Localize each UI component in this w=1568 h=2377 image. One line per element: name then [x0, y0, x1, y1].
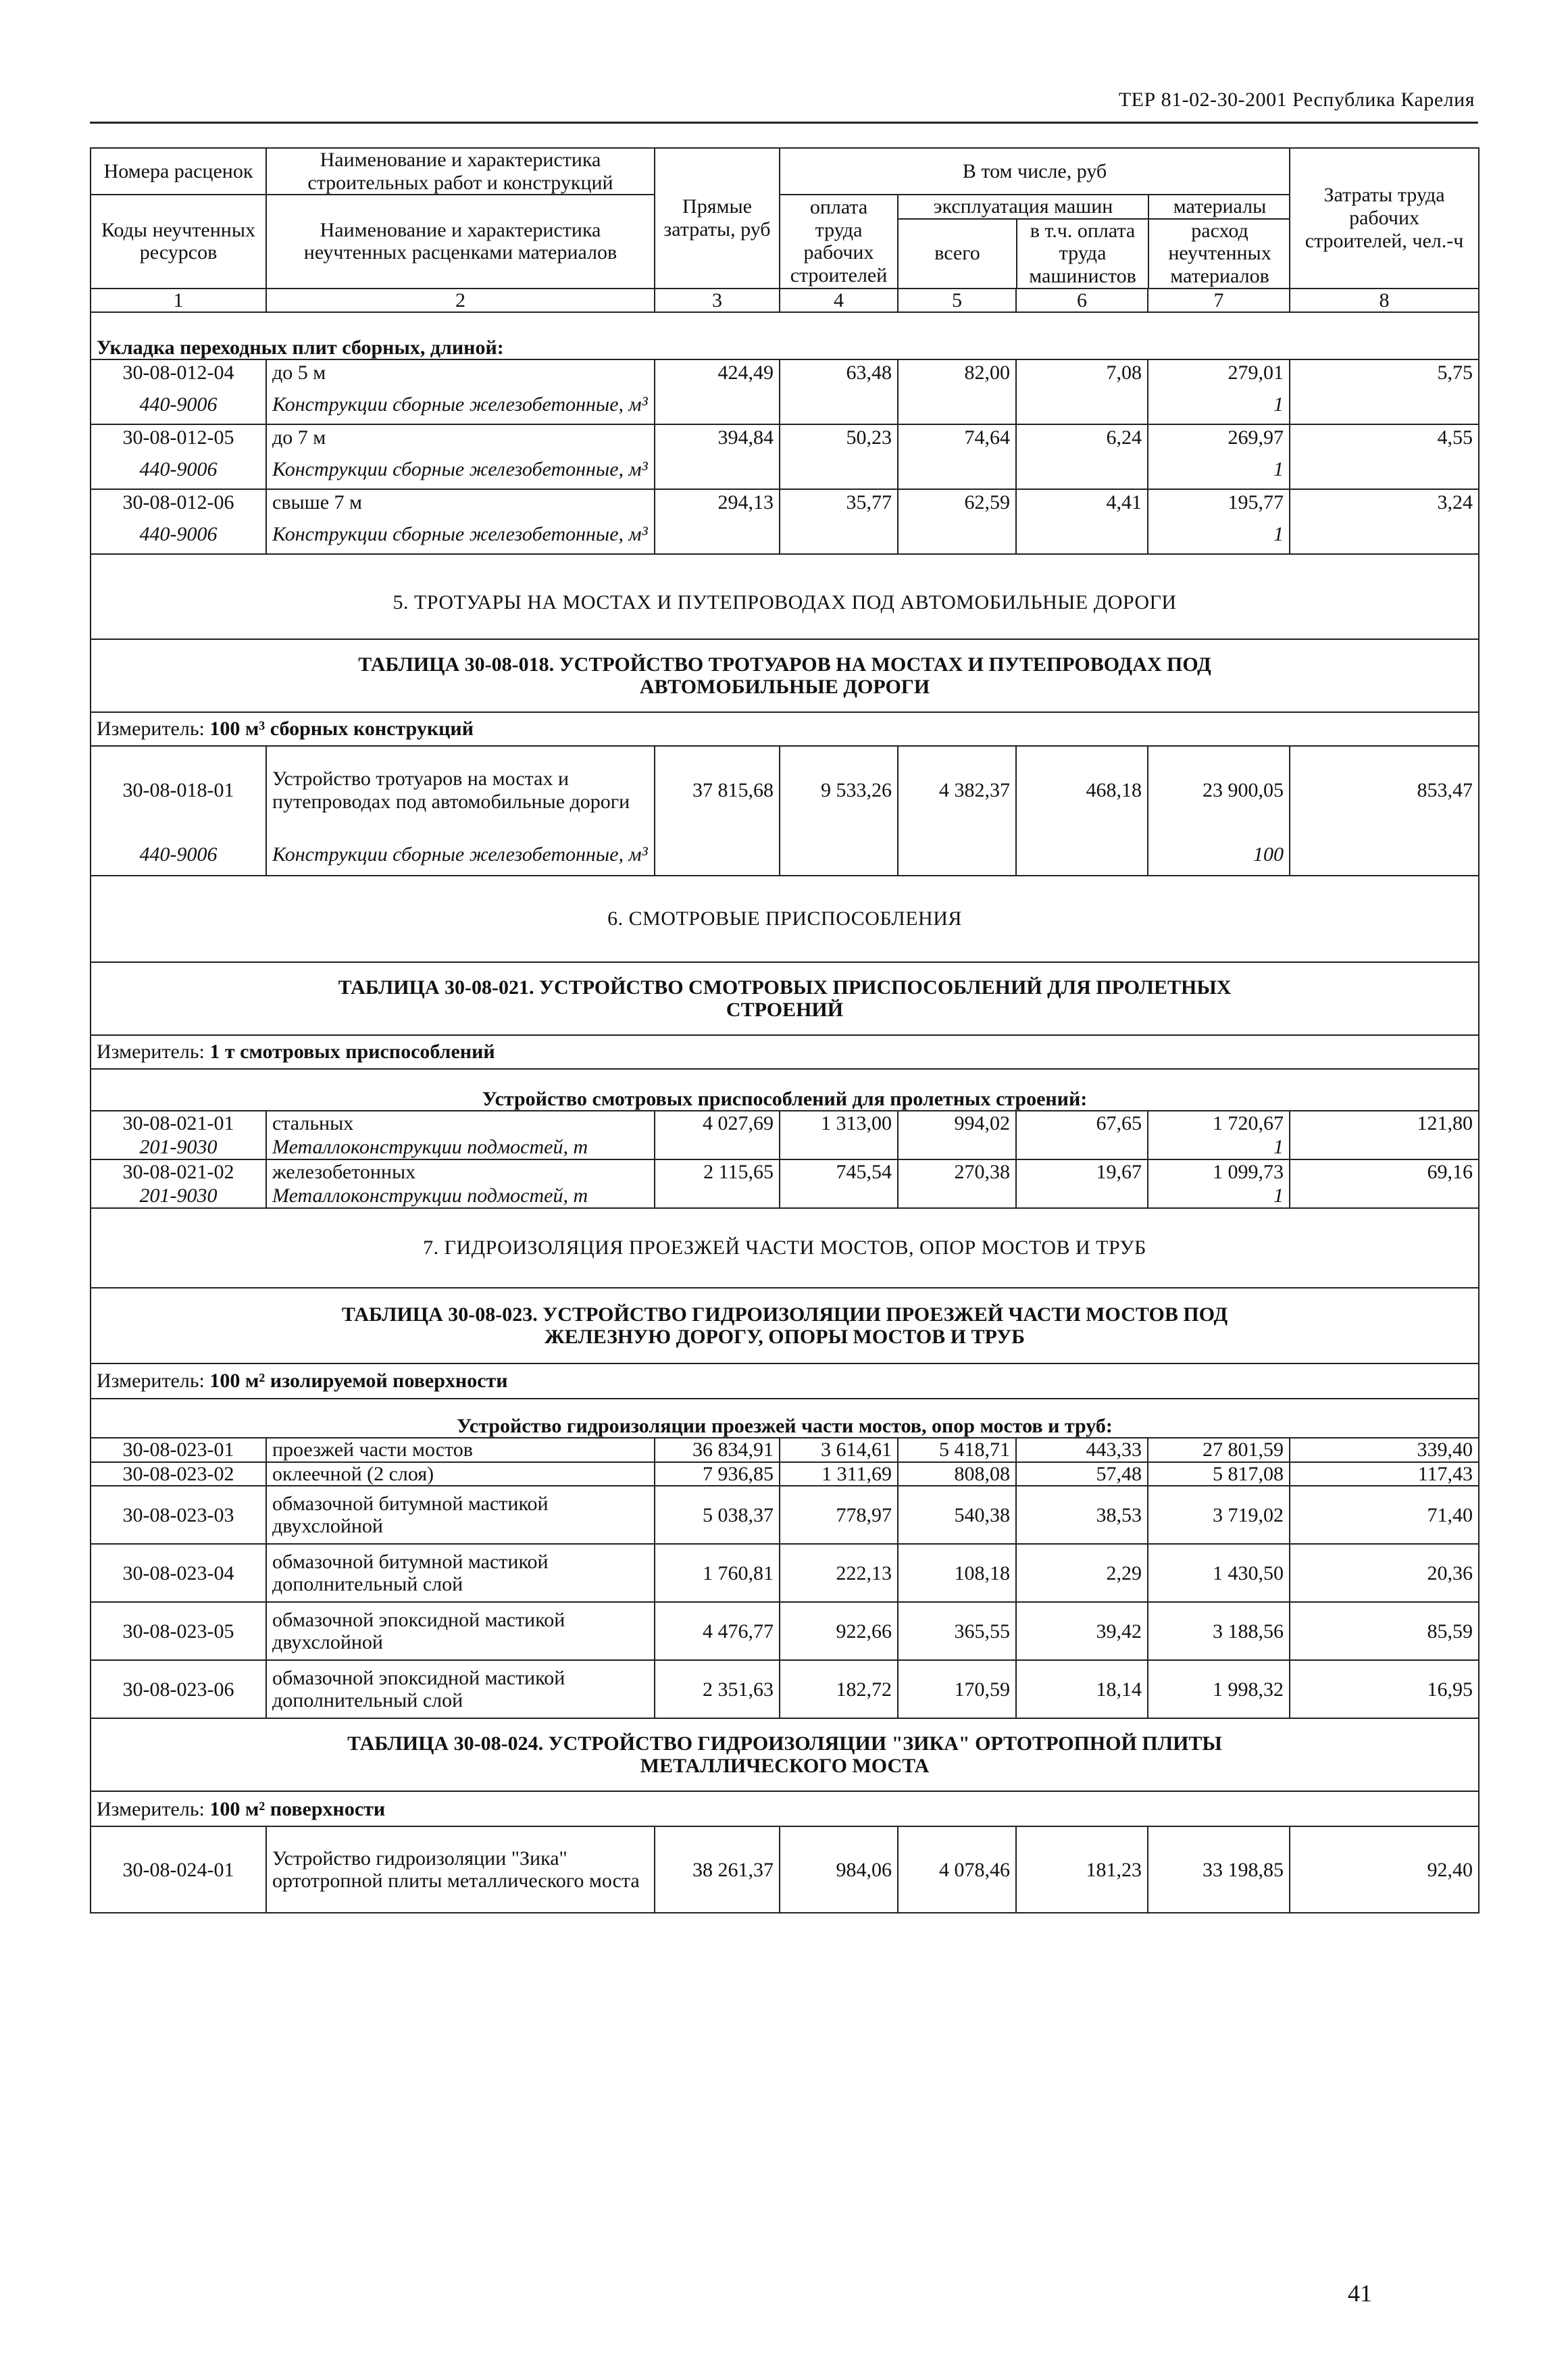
- group-title: Укладка переходных плит сборных, длиной:: [91, 312, 1479, 359]
- machines-wages: 39,42: [1016, 1602, 1148, 1660]
- materials: 1 720,67: [1148, 1111, 1290, 1135]
- wages: 745,54: [780, 1159, 898, 1184]
- wages: 1 313,00: [780, 1111, 898, 1135]
- machines-total: 808,08: [898, 1462, 1016, 1486]
- machines-wages: 468,18: [1016, 746, 1148, 834]
- direct-cost: 36 834,91: [655, 1438, 780, 1462]
- rate-code: 30-08-021-01: [91, 1111, 266, 1135]
- machines-total: 270,38: [898, 1159, 1016, 1184]
- machines-wages: 57,48: [1016, 1462, 1148, 1486]
- materials: 1 430,50: [1148, 1544, 1290, 1602]
- rate-code: 30-08-012-06: [91, 489, 266, 515]
- col-mach-total-header: всего: [899, 219, 1017, 288]
- wages: 222,13: [780, 1544, 898, 1602]
- wages: 63,48: [780, 359, 898, 385]
- col-num: 5: [898, 289, 1016, 313]
- labor: 121,80: [1290, 1111, 1479, 1135]
- direct-cost: 1 760,81: [655, 1544, 780, 1602]
- machines-wages: 6,24: [1016, 424, 1148, 450]
- rate-name: обмазочной эпоксидной мастикой дополнительный слой: [266, 1660, 655, 1718]
- table-title-line: ЖЕЛЕЗНУЮ ДОРОГУ, ОПОРЫ МОСТОВ И ТРУБ: [545, 1326, 1025, 1349]
- machines-total: 62,59: [898, 489, 1016, 515]
- col-num: 4: [780, 289, 898, 313]
- resource-qty: 1: [1148, 385, 1290, 424]
- direct-cost: 5 038,37: [655, 1486, 780, 1544]
- machines-total: 365,55: [898, 1602, 1016, 1660]
- resource-name: Конструкции сборные железобетонные, м³: [266, 385, 655, 424]
- col-direct-header: Прямые затраты, руб: [655, 148, 780, 289]
- machines-total: 74,64: [898, 424, 1016, 450]
- machines-total: 4 382,37: [898, 746, 1016, 834]
- resource-code: 440-9006: [91, 834, 266, 876]
- materials: 279,01: [1148, 359, 1290, 385]
- labor: 339,40: [1290, 1438, 1479, 1462]
- direct-cost: 394,84: [655, 424, 780, 450]
- machines-total: 994,02: [898, 1111, 1016, 1135]
- table-title-line: ТАБЛИЦА 30-08-024. УСТРОЙСТВО ГИДРОИЗОЛЯЦИИ "ЗИКА" ОРТОТРОПНОЙ ПЛИТЫ: [347, 1732, 1222, 1755]
- wages: 778,97: [780, 1486, 898, 1544]
- table-title-line: ТАБЛИЦА 30-08-018. УСТРОЙСТВО ТРОТУАРОВ НА МОСТАХ И ПУТЕПРОВОДАХ ПОД: [358, 653, 1211, 676]
- machines-total: 5 418,71: [898, 1438, 1016, 1462]
- direct-cost: 38 261,37: [655, 1826, 780, 1913]
- col-num: 3: [655, 289, 780, 313]
- measure-label: Измеритель:: [97, 1797, 205, 1820]
- resource-code: 201-9030: [91, 1135, 266, 1159]
- table-title-line: АВТОМОБИЛЬНЫЕ ДОРОГИ: [639, 676, 930, 699]
- measure-line: [91, 712, 1479, 746]
- labor: 3,24: [1290, 489, 1479, 515]
- rate-name: до 7 м: [266, 424, 655, 450]
- col-num: 8: [1290, 289, 1479, 313]
- rate-code: 30-08-024-01: [91, 1826, 266, 1913]
- col-num: 1: [91, 289, 266, 313]
- page-number: 41: [1348, 2280, 1372, 2307]
- group-title: Устройство смотровых приспособлений для пролетных строений:: [91, 1069, 1479, 1111]
- labor: 4,55: [1290, 424, 1479, 450]
- table-title: [91, 1288, 1479, 1363]
- resource-code: 440-9006: [91, 515, 266, 554]
- resource-name: Металлоконструкции подмостей, т: [266, 1135, 655, 1159]
- machines-wages: 4,41: [1016, 489, 1148, 515]
- rate-code: 30-08-012-05: [91, 424, 266, 450]
- resource-name: Конструкции сборные железобетонные, м³: [266, 515, 655, 554]
- labor: 85,59: [1290, 1602, 1479, 1660]
- direct-cost: 424,49: [655, 359, 780, 385]
- labor: 71,40: [1290, 1486, 1479, 1544]
- machines-wages: 2,29: [1016, 1544, 1148, 1602]
- resource-qty: 100: [1148, 834, 1290, 876]
- measure-label: Измеритель:: [97, 1041, 205, 1064]
- resource-qty: 1: [1148, 1135, 1290, 1159]
- measure-value: 100 м² изолируемой поверхности: [209, 1370, 508, 1393]
- materials: 3 719,02: [1148, 1486, 1290, 1544]
- labor: 69,16: [1290, 1159, 1479, 1184]
- measure-line: [91, 1363, 1479, 1399]
- materials: 23 900,05: [1148, 746, 1290, 834]
- col-labor-header: Затраты труда рабочих строителей, чел.-ч: [1290, 148, 1479, 289]
- col-res-name-header: Наименование и характеристика неучтенных расценками материалов: [266, 195, 655, 288]
- table-title-line: МЕТАЛЛИЧЕСКОГО МОСТА: [640, 1755, 930, 1778]
- direct-cost: 4 476,77: [655, 1602, 780, 1660]
- labor: 92,40: [1290, 1826, 1479, 1913]
- col-wages-header: оплата труда рабочих строителей: [780, 195, 898, 288]
- machines-total: 4 078,46: [898, 1826, 1016, 1913]
- measure-line: [91, 1035, 1479, 1069]
- labor: 16,95: [1290, 1660, 1479, 1718]
- machines-total: 540,38: [898, 1486, 1016, 1544]
- col-res-codes-header: Коды неучтенных ресурсов: [91, 195, 266, 288]
- rate-code: 30-08-021-02: [91, 1159, 266, 1184]
- col-codes-header: Номера расценок: [91, 148, 266, 195]
- col-mach-wages-header: в т.ч. оплата труда машинистов: [1017, 219, 1148, 288]
- rate-name: Устройство гидроизоляции "Зика" ортотропной плиты металлического моста: [266, 1826, 655, 1913]
- resource-code: 440-9006: [91, 385, 266, 424]
- machines-wages: 443,33: [1016, 1438, 1148, 1462]
- labor: 117,43: [1290, 1462, 1479, 1486]
- measure-value: 1 т смотровых приспособлений: [209, 1041, 495, 1064]
- machines-wages: 67,65: [1016, 1111, 1148, 1135]
- rate-name: Устройство тротуаров на мостах и путепроводах под автомобильные дороги: [266, 746, 655, 834]
- materials: 33 198,85: [1148, 1826, 1290, 1913]
- table-title: [91, 1718, 1479, 1791]
- wages: 1 311,69: [780, 1462, 898, 1486]
- rate-name: проезжей части мостов: [266, 1438, 655, 1462]
- header-rule: [90, 122, 1478, 124]
- resource-code: 201-9030: [91, 1184, 266, 1208]
- table-title: [91, 962, 1479, 1035]
- direct-cost: 7 936,85: [655, 1462, 780, 1486]
- materials: 1 099,73: [1148, 1159, 1290, 1184]
- materials: 269,97: [1148, 424, 1290, 450]
- resource-name: Металлоконструкции подмостей, т: [266, 1184, 655, 1208]
- rate-name: свыше 7 м: [266, 489, 655, 515]
- rate-code: 30-08-012-04: [91, 359, 266, 385]
- wages: 984,06: [780, 1826, 898, 1913]
- rate-name: стальных: [266, 1111, 655, 1135]
- measure-line: [91, 1791, 1479, 1826]
- rate-name: обмазочной битумной мастикой двухслойной: [266, 1486, 655, 1544]
- materials: 1 998,32: [1148, 1660, 1290, 1718]
- table-title-line: ТАБЛИЦА 30-08-021. УСТРОЙСТВО СМОТРОВЫХ ПРИСПОСОБЛЕНИЙ ДЛЯ ПРОЛЕТНЫХ: [338, 976, 1232, 999]
- rate-name: до 5 м: [266, 359, 655, 385]
- direct-cost: 37 815,68: [655, 746, 780, 834]
- rate-code: 30-08-018-01: [91, 746, 266, 834]
- machines-total: 170,59: [898, 1660, 1016, 1718]
- section-title: 6. СМОТРОВЫЕ ПРИСПОСОБЛЕНИЯ: [91, 876, 1479, 962]
- table-title-line: СТРОЕНИЙ: [726, 999, 844, 1022]
- col-name-header: Наименование и характеристика строительных работ и конструкций: [266, 148, 655, 195]
- wages: 922,66: [780, 1602, 898, 1660]
- col-mat-unacc-header: расход неучтенных материалов: [1168, 219, 1271, 287]
- table-title: [91, 639, 1479, 712]
- wages: 3 614,61: [780, 1438, 898, 1462]
- rate-code: 30-08-023-01: [91, 1438, 266, 1462]
- rate-name: железобетонных: [266, 1159, 655, 1184]
- rate-name: оклеечной (2 слоя): [266, 1462, 655, 1486]
- rate-name: обмазочной эпоксидной мастикой двухслойной: [266, 1602, 655, 1660]
- wages: 50,23: [780, 424, 898, 450]
- materials: 195,77: [1148, 489, 1290, 515]
- section-title: 7. ГИДРОИЗОЛЯЦИЯ ПРОЕЗЖЕЙ ЧАСТИ МОСТОВ, ОПОР МОСТОВ И ТРУБ: [91, 1208, 1479, 1288]
- document-header: ТЕР 81-02-30-2001 Республика Карелия: [1118, 89, 1475, 111]
- measure-label: Измеритель:: [97, 718, 205, 741]
- machines-wages: 181,23: [1016, 1826, 1148, 1913]
- col-materials-header: материалы: [1148, 195, 1290, 219]
- rate-code: 30-08-023-06: [91, 1660, 266, 1718]
- machines-wages: 19,67: [1016, 1159, 1148, 1184]
- machines-wages: 7,08: [1016, 359, 1148, 385]
- materials: 5 817,08: [1148, 1462, 1290, 1486]
- resource-qty: 1: [1148, 1184, 1290, 1208]
- machines-total: 108,18: [898, 1544, 1016, 1602]
- measure-label: Измеритель:: [97, 1370, 205, 1393]
- direct-cost: 294,13: [655, 489, 780, 515]
- resource-name: Конструкции сборные железобетонные, м³: [266, 834, 655, 876]
- section-title: 5. ТРОТУАРЫ НА МОСТАХ И ПУТЕПРОВОДАХ ПОД АВТОМОБИЛЬНЫЕ ДОРОГИ: [91, 554, 1479, 639]
- machines-wages: 18,14: [1016, 1660, 1148, 1718]
- direct-cost: 2 115,65: [655, 1159, 780, 1184]
- resource-name: Конструкции сборные железобетонные, м³: [266, 450, 655, 489]
- machines-wages: 38,53: [1016, 1486, 1148, 1544]
- group-title: Устройство гидроизоляции проезжей части мостов, опор мостов и труб:: [91, 1399, 1479, 1438]
- labor: 20,36: [1290, 1544, 1479, 1602]
- col-num: 7: [1148, 289, 1290, 313]
- resource-qty: 1: [1148, 450, 1290, 489]
- rate-code: 30-08-023-04: [91, 1544, 266, 1602]
- rate-name: обмазочной битумной мастикой дополнительный слой: [266, 1544, 655, 1602]
- machines-total: 82,00: [898, 359, 1016, 385]
- wages: 35,77: [780, 489, 898, 515]
- direct-cost: 2 351,63: [655, 1660, 780, 1718]
- col-num: 2: [266, 289, 655, 313]
- rate-code: 30-08-023-02: [91, 1462, 266, 1486]
- materials: 27 801,59: [1148, 1438, 1290, 1462]
- col-num: 6: [1016, 289, 1148, 313]
- materials: 3 188,56: [1148, 1602, 1290, 1660]
- rate-code: 30-08-023-05: [91, 1602, 266, 1660]
- measure-value: 100 м² поверхности: [209, 1797, 386, 1820]
- resource-qty: 1: [1148, 515, 1290, 554]
- col-incl-header: В том числе, руб: [780, 148, 1290, 195]
- labor: 853,47: [1290, 746, 1479, 834]
- resource-code: 440-9006: [91, 450, 266, 489]
- wages: 182,72: [780, 1660, 898, 1718]
- rates-table: [90, 147, 1480, 1913]
- direct-cost: 4 027,69: [655, 1111, 780, 1135]
- table-title-line: ТАБЛИЦА 30-08-023. УСТРОЙСТВО ГИДРОИЗОЛЯЦИИ ПРОЕЗЖЕЙ ЧАСТИ МОСТОВ ПОД: [341, 1303, 1228, 1326]
- wages: 9 533,26: [780, 746, 898, 834]
- labor: 5,75: [1290, 359, 1479, 385]
- rate-code: 30-08-023-03: [91, 1486, 266, 1544]
- col-machines-header: эксплуатация машин: [899, 195, 1148, 219]
- measure-value: 100 м³ сборных конструкций: [209, 718, 474, 741]
